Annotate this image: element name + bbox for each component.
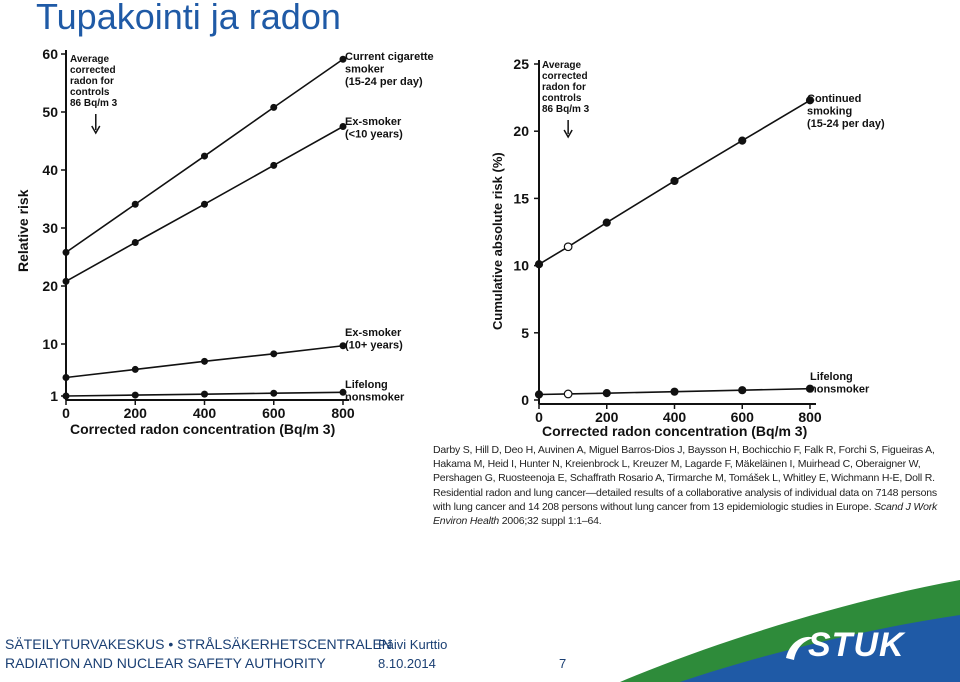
data-point [270,162,277,169]
stuk-logo: STUK [808,626,905,664]
y-tick-label: 15 [513,190,529,207]
annotation-average-radon: 86 Bq/m 3 [542,104,590,115]
series-label: (15-24 per day) [345,76,423,88]
series-label: (<10 years) [345,128,403,141]
data-point-open [564,243,572,251]
data-point [132,366,139,373]
data-point-open [564,390,572,398]
y-tick-label: 30 [42,220,58,236]
data-point [201,391,208,398]
date: 8.10.2014 [378,656,436,671]
x-axis-label: Corrected radon concentration (Bq/m 3) [70,421,336,437]
y-tick-label: 40 [42,162,58,178]
page-title: Tupakointi ja radon [36,0,341,37]
y-tick-label: 5 [521,324,529,341]
y-tick-label: 0 [521,392,529,408]
annotation-average-radon: Average [70,54,110,65]
x-tick-label: 0 [62,405,70,421]
series-label: nonsmoker [810,383,870,396]
y-tick-label: 25 [513,56,529,72]
annotation-average-radon: corrected [542,71,588,82]
series-label: (10+ years) [345,339,403,352]
series-label: smoker [345,63,385,76]
x-tick-label: 200 [123,405,147,421]
series-label: Continued [807,93,862,105]
data-point [270,390,277,397]
author: Päivi Kurttio [378,637,448,652]
data-point [603,219,610,226]
series-label: (15-24 per day) [807,118,885,130]
annotation-average-radon: radon for [542,82,586,93]
reference-citation [433,443,938,528]
y-tick-label: 50 [42,104,58,120]
y-tick-label: 1 [50,388,58,404]
series-label: Lifelong [345,379,388,391]
annotation-average-radon: 86 Bq/m 3 [70,98,118,109]
data-point [132,201,139,208]
org-name-en: RADIATION AND NUCLEAR SAFETY AUTHORITY [5,655,326,671]
y-tick-label: 20 [513,123,529,140]
y-tick-label: 60 [42,46,58,62]
x-tick-label: 400 [192,405,217,421]
y-tick-label: 10 [513,257,529,274]
series-label: Ex-smoker [345,116,402,128]
x-tick-label: 200 [595,409,619,425]
reference-journal: Scand J Work Environ Health [433,500,938,528]
data-point [603,390,610,397]
data-point [132,392,139,399]
x-tick-label: 800 [798,409,822,425]
annotation-average-radon: controls [70,87,110,98]
x-tick-label: 600 [262,405,286,421]
series-label: Lifelong [810,371,853,383]
data-point [201,201,208,208]
data-point [739,137,746,144]
x-axis-label: Corrected radon concentration (Bq/m 3) [542,423,808,439]
annotation-average-radon: radon for [70,76,114,87]
data-point [536,391,543,398]
data-point [270,104,277,111]
x-tick-label: 600 [730,409,754,425]
org-name-fi: SÄTEILYTURVAKESKUS • STRÅLSÄKERHETSCENTRALEN [5,636,392,652]
annotation-average-radon: corrected [70,65,116,76]
data-point [201,153,208,160]
data-point [63,249,70,256]
series-label: Current cigarette [345,51,434,63]
annotation-average-radon: controls [542,93,582,104]
series-label: Ex-smoker [345,327,402,339]
data-point [63,393,70,400]
data-point [270,350,277,357]
y-axis-label: Cumulative absolute risk (%) [490,152,505,330]
x-tick-label: 400 [662,409,687,425]
data-point [63,278,70,285]
y-tick-label: 20 [42,278,58,294]
data-point [201,358,208,365]
chart-relative-risk [0,40,440,440]
data-point [63,374,70,381]
series-label: nonsmoker [345,391,405,404]
y-tick-label: 10 [42,336,58,352]
annotation-average-radon: Average [542,60,582,71]
chart-cumulative-risk [480,40,950,440]
y-axis-label: Relative risk [15,189,31,272]
reference-text: Darby S, Hill D, Deo H, Auvinen A, Miguel Barros-Dios J, Baysson H, Bochicchio F, Falk R, Forchi S, Figueiras A, Hakama M, Heid I, Hunter N, Kreienbrock L, Kreuzer M, Lagarde F, Mäkeläinen I, Muirhead C, Oberaigner W, Pershagen G, Ruosteenoja E, Schaffrath Rosario A, Tirmarche M, Tomášek L, Whitley E, Wichmann H-E, Doll R. Residential radon and lung cancer—detailed results of a collaborative analysis of individual data on 7148 persons with lung cancer and 14 208 persons without lung cancer from 13 epidemiologic studies in Europe. [433,444,937,513]
data-point [132,239,139,246]
reference-citation-tail: 2006;32 suppl 1:1–64. [499,515,602,528]
series-label: smoking [807,105,853,118]
data-point [536,261,543,268]
page-number: 7 [559,656,567,671]
x-tick-label: 0 [535,409,543,425]
data-point [739,387,746,394]
data-point [671,177,678,184]
x-tick-label: 800 [331,405,355,421]
data-point [671,388,678,395]
